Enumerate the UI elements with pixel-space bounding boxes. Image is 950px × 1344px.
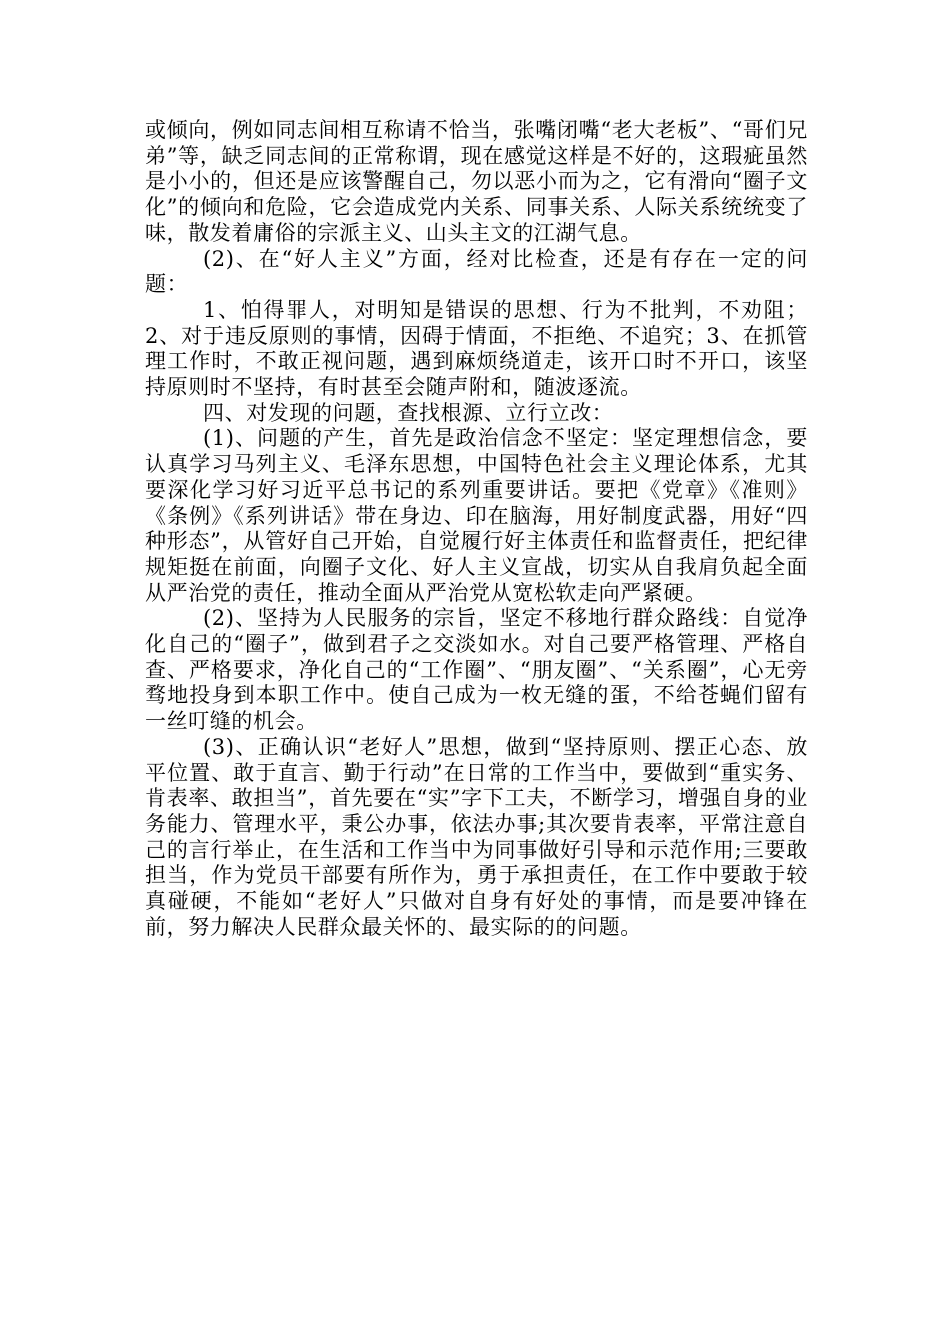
paragraph-point-1: (1)、问题的产生，首先是政治信念不坚定：坚定理想信念，要认真学习马列主义、毛泽东思想，中国特色社会主义理论体系，尤其要深化学习好习近平总书记的系列重要讲话。要把《党章》《准则》《条例》《系列讲话》带在身边、印在脑海，用好制度武器，用好“四种形态”，从管好自己开始，自觉履行好主体责任和监督责任，把纪律规矩挺在前面，向圈子文化、好人主义宣战，切实从自我肩负起全面从严治党的责任，推动全面从严治党从宽松软走向严紧硬。: [145, 426, 808, 605]
section-heading-four: 四、对发现的问题，查找根源、立行立改：: [203, 400, 614, 425]
paragraph-good-person-heading: (2)、在“好人主义”方面，经对比检查，还是有存在一定的问题：: [145, 246, 808, 297]
paragraph-point-2: (2)、坚持为人民服务的宗旨，坚定不移地行群众路线：自觉净化自己的“圈子”，做到君子之交淡如水。对自己要严格管理、严格自查、严格要求，净化自己的“工作圈”、“朋友圈”、“关系圈”，心无旁骛地投身到本职工作中。使自己成为一枚无缝的蛋，不给苍蝇们留有一丝叮缝的机会。: [145, 606, 808, 734]
paragraph-good-person-items: 1、怕得罪人，对明知是错误的思想、行为不批判，不劝阻；2、对于违反原则的事情，因碍于情面，不拒绝、不追究；3、在抓管理工作时，不敢正视问题，遇到麻烦绕道走，该开口时不开口，该坚持原则时不坚持，有时甚至会随声附和，随波逐流。: [145, 297, 808, 400]
document-body: [145, 118, 808, 941]
paragraph-continuation: 或倾向，例如同志间相互称请不恰当，张嘴闭嘴“老大老板”、“哥们兄弟”等，缺乏同志间的正常称谓，现在感觉这样是不好的，这瑕疵虽然是小小的，但还是应该警醒自己，勿以恶小而为之，它有滑向“圈子文化”的倾向和危险，它会造成党内关系、同事关系、人际关系统统变了味，散发着庸俗的宗派主义、山头主文的江湖气息。: [145, 118, 808, 245]
paragraph-point-3: (3)、正确认识“老好人”思想，做到“坚持原则、摆正心态、放平位置、敢于直言、勤于行动”在日常的工作当中，要做到“重实务、肯表率、敢担当”，首先要在“实”字下工夫，不断学习，增强自身的业务能力、管理水平，秉公办事，依法办事;其次要肯表率，平常注意自己的言行举止，在生活和工作当中为同事做好引导和示范作用;三要敢担当，作为党员干部要有所作为，勇于承担责任，在工作中要敢于较真碰硬，不能如“老好人”只做对自身有好处的事情，而是要冲锋在前，努力解决人民群众最关怀的、最实际的的问题。: [145, 734, 808, 939]
